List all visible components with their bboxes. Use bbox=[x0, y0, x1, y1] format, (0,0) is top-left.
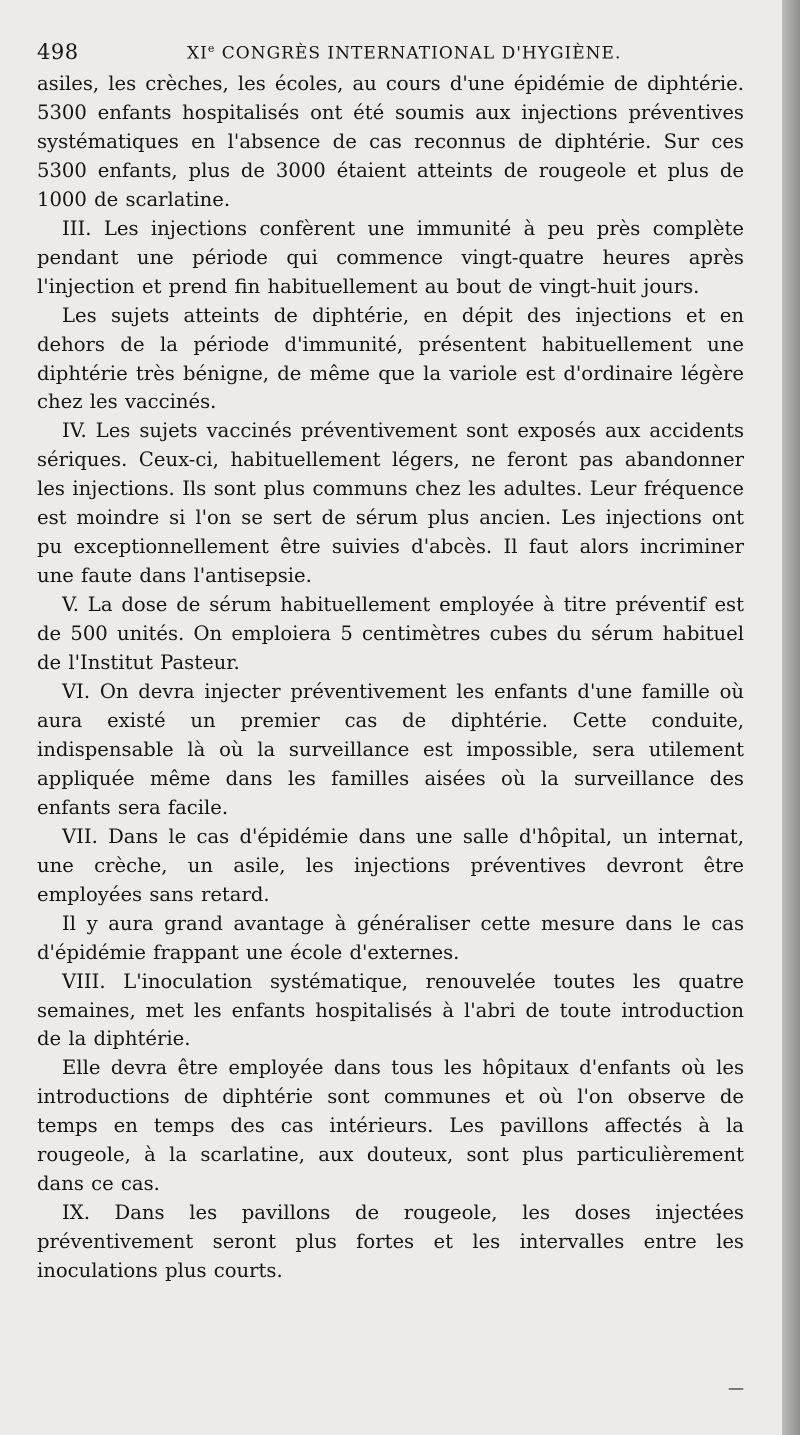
paragraph-section-viii: VIII. L'inoculation systématique, renouvelée toutes les quatre semaines, met les enfants hospitalisés à l'abri de toute introduction de la diphtérie. bbox=[37, 969, 744, 1051]
paragraph: Les sujets atteints de diphtérie, en dépit des injections et en dehors de la période d'immunité, présentent habituellement une diphtérie très bénigne, de même que la variole est d'ordinaire légère chez les vaccinés. bbox=[37, 303, 744, 414]
body-text bbox=[37, 70, 744, 1286]
page-number: 498 bbox=[37, 40, 79, 64]
page-header bbox=[37, 30, 744, 70]
paragraph-section-iii: III. Les injections confèrent une immunité à peu près complète pendant une période qui commence vingt-quatre heures après l'injection et prend fin habituellement au bout de vingt-huit jours. bbox=[37, 216, 744, 298]
paragraph-section-vii: VII. Dans le cas d'épidémie dans une salle d'hôpital, un internat, une crèche, un asile, les injections préventives devront être employées sans retard. bbox=[37, 824, 744, 906]
paragraph: Il y aura grand avantage à généraliser cette mesure dans le cas d'épidémie frappant une école d'externes. bbox=[37, 911, 744, 964]
end-mark: — bbox=[728, 1378, 744, 1397]
paragraph: asiles, les crèches, les écoles, au cours d'une épidémie de diphtérie. 5300 enfants hospitalisés ont été soumis aux injections préventives systématiques en l'absence de cas reconnus de diphtérie. Sur ces 5300 enfants, plus de 3000 étaient atteints de rougeole et plus de 1000 de scarlatine. bbox=[37, 72, 744, 211]
paragraph: Elle devra être employée dans tous les hôpitaux d'enfants où les introductions de diphtérie sont communes et où l'on observe de temps en temps des cas intérieurs. Les pavillons affectés à la rougeole, à la scarlatine, aux douteux, sont plus particulièrement dans ce cas. bbox=[37, 1056, 744, 1196]
running-title bbox=[187, 42, 621, 64]
running-title-superscript: e bbox=[207, 42, 216, 55]
running-title-rest: CONGRÈS INTERNATIONAL D'HYGIÈNE. bbox=[215, 43, 622, 64]
paragraph-section-v: V. La dose de sérum habituellement employée à titre préventif est de 500 unités. On emploiera 5 centimètres cubes du sérum habituel de l'Institut Pasteur. bbox=[37, 593, 744, 675]
page-edge-shadow bbox=[782, 0, 800, 1435]
paragraph-section-vi: VI. On devra injecter préventivement les enfants d'une famille où aura existé un premier cas de diphtérie. Cette conduite, indispensable là où la surveillance est impossible, sera utilement appliquée même dans les familles aisées où la surveillance des enfants sera facile. bbox=[37, 680, 744, 819]
paragraph-section-iv: IV. Les sujets vaccinés préventivement sont exposés aux accidents sériques. Ceux-ci, habituellement légers, ne feront pas abandonner les injections. Ils sont plus communs chez les adultes. Leur fréquence est moindre si l'on se sert de sérum plus ancien. Les injections ont pu exceptionnellement être suivies d'abcès. Il faut alors incriminer une faute dans l'antisepsie. bbox=[37, 419, 744, 588]
running-title-prefix: XI bbox=[187, 43, 208, 64]
paragraph-section-ix: IX. Dans les pavillons de rougeole, les doses injectées préventivement seront plus fortes et les intervalles entre les inoculations plus courts. bbox=[37, 1201, 744, 1283]
